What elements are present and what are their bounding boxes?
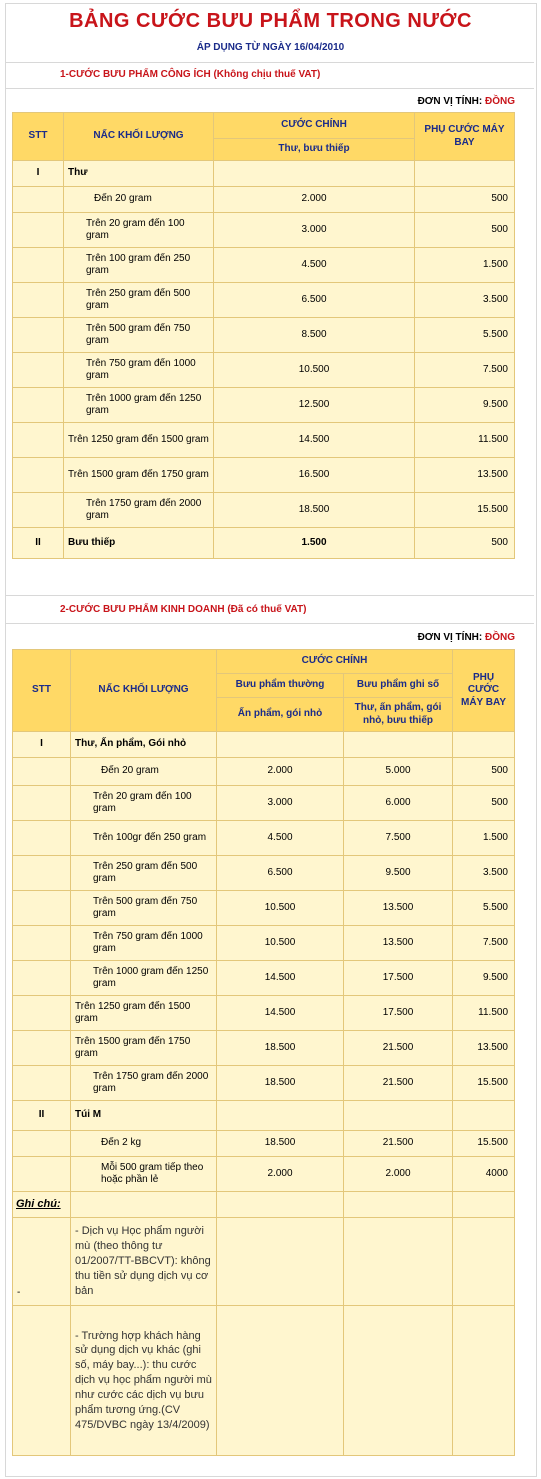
notes-header-row <box>13 1192 515 1218</box>
unit-label-1: ĐƠN VỊ TÍNH: ĐỒNG <box>417 96 515 107</box>
table-row: Đến 2 kg 18.500 21.500 15.500 <box>13 1131 515 1157</box>
col-header-stt: STT <box>13 113 64 161</box>
note-text: - Trường hợp khách hàng sử dụng dịch vụ khác (ghi số, máy bay...): thu cước dịch vụ học phẩm người mù như cước các dịch vụ bưu phẩm tương ứng.(CV 475/DVBC ngày 13/4/2009) <box>71 1306 217 1456</box>
unit-label-2: ĐƠN VỊ TÍNH: ĐỒNG <box>417 632 515 643</box>
table-row: Đến 20 gram 2.000 5.000 500 <box>13 758 515 786</box>
col-header-main: CƯỚC CHÍNH <box>217 650 453 674</box>
col-header-main: CƯỚC CHÍNH <box>214 113 415 139</box>
page-title: BẢNG CƯỚC BƯU PHẨM TRONG NƯỚC <box>69 10 472 32</box>
section2-heading: 2-CƯỚC BƯU PHẨM KINH DOANH (Đã có thuế VAT) <box>60 604 307 615</box>
notes-label: Ghi chú: <box>16 1197 61 1210</box>
table-public-rates <box>12 112 515 559</box>
table-row: Mỗi 500 gram tiếp theo hoặc phần lẻ 2.000 2.000 4000 <box>13 1157 515 1192</box>
table-row: Trên 750 gram đến 1000 gram 10.500 7.500 <box>13 353 515 388</box>
divider <box>6 595 534 596</box>
table-row: Trên 500 gram đến 750 gram 10.500 13.500 5.500 <box>13 891 515 926</box>
col-header-air: PHỤ CƯỚC MÁY BAY <box>453 650 515 732</box>
table-row: Trên 20 gram đến 100 gram 3.000 500 <box>13 213 515 248</box>
col-header-main-sub: Thư, bưu thiếp <box>214 139 415 161</box>
table-row: Trên 1500 gram đến 1750 gram 18.500 21.500 13.500 <box>13 1031 515 1066</box>
col-header-registered: Bưu phẩm ghi số <box>344 674 453 698</box>
col-header-stt: STT <box>13 650 71 732</box>
table-row: I Thư, Ấn phẩm, Gói nhỏ <box>13 732 515 758</box>
divider <box>6 62 534 63</box>
table-row: Trên 1750 gram đến 2000 gram 18.500 15.500 <box>13 493 515 528</box>
table-row: Trên 20 gram đến 100 gram 3.000 6.000 500 <box>13 786 515 821</box>
table-row: Trên 500 gram đến 750 gram 8.500 5.500 <box>13 318 515 353</box>
divider <box>6 88 534 89</box>
divider <box>6 623 534 624</box>
note-row: - - Dịch vụ Học phẩm người mù (theo thông tư 01/2007/TT-BBCVT): không thu tiền sử dụng dịch vụ cơ bản <box>13 1218 515 1306</box>
table-row: Trên 100 gram đến 250 gram 4.500 1.500 <box>13 248 515 283</box>
section1-heading: 1-CƯỚC BƯU PHẨM CÔNG ÍCH (Không chịu thuế VAT) <box>60 69 321 80</box>
table-row: Trên 1750 gram đến 2000 gram 18.500 21.500 15.500 <box>13 1066 515 1101</box>
table-row: Trên 1000 gram đến 1250 gram 12.500 9.500 <box>13 388 515 423</box>
table-row: Trên 250 gram đến 500 gram 6.500 3.500 <box>13 283 515 318</box>
table-row: Trên 1500 gram đến 1750 gram 16.500 13.500 <box>13 458 515 493</box>
table-row: Trên 100gr đến 250 gram 4.500 7.500 1.500 <box>13 821 515 856</box>
col-header-weight: NẤC KHỐI LƯỢNG <box>64 113 214 161</box>
col-header-normal-sub: Ấn phẩm, gói nhỏ <box>217 698 344 732</box>
table-business-rates <box>12 649 515 1456</box>
col-header-air: PHỤ CƯỚC MÁY BAY <box>415 113 515 161</box>
table-row: Trên 1000 gram đến 1250 gram 14.500 17.500 9.500 <box>13 961 515 996</box>
table-row: Trên 250 gram đến 500 gram 6.500 9.500 3.500 <box>13 856 515 891</box>
col-header-weight: NẤC KHỐI LƯỢNG <box>71 650 217 732</box>
table-row: Trên 1250 gram đến 1500 gram 14.500 17.500 11.500 <box>13 996 515 1031</box>
table-row: I Thư <box>13 161 515 187</box>
col-header-normal: Bưu phẩm thường <box>217 674 344 698</box>
table-row: II Túi M <box>13 1101 515 1131</box>
table-row: II Bưu thiếp 1.500 500 <box>13 528 515 559</box>
table-row: Trên 750 gram đến 1000 gram 10.500 13.500 7.500 <box>13 926 515 961</box>
table-row: Trên 1250 gram đến 1500 gram 14.500 11.500 <box>13 423 515 458</box>
note-text: - Dịch vụ Học phẩm người mù (theo thông tư 01/2007/TT-BBCVT): không thu tiền sử dụng dịch vụ cơ bản <box>71 1218 217 1306</box>
col-header-registered-sub: Thư, ấn phẩm, gói nhỏ, bưu thiếp <box>344 698 453 732</box>
table-row: Đến 20 gram 2.000 500 <box>13 187 515 213</box>
note-row <box>13 1306 515 1456</box>
effective-date: ÁP DỤNG TỪ NGÀY 16/04/2010 <box>196 42 345 53</box>
